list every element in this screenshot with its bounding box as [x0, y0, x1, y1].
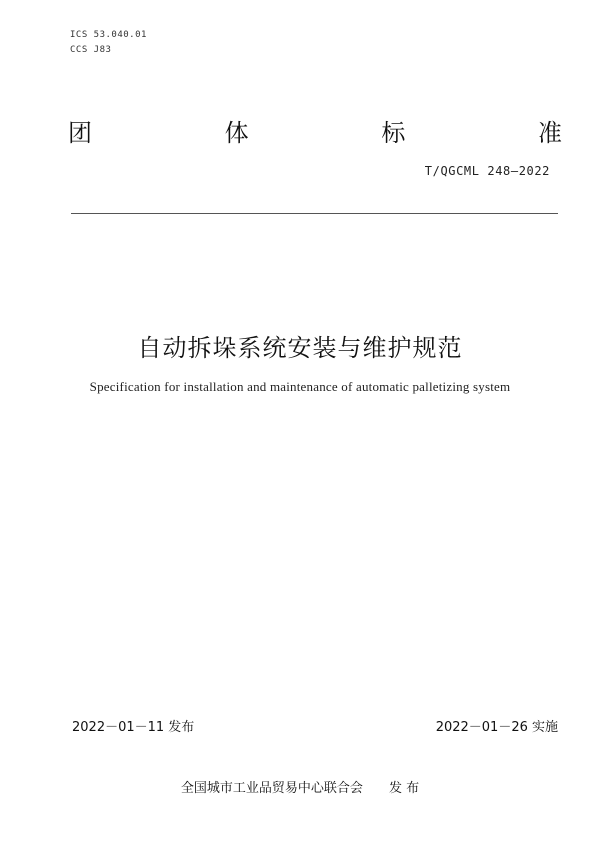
standard-type-char-3: 标	[381, 119, 406, 147]
standard-number: T/QGCML 248—2022	[424, 164, 550, 178]
classification-codes	[70, 28, 147, 58]
document-title-english: Specification for installation and maintenance of automatic palletizing system	[89, 379, 511, 394]
publisher-organization: 全国城市工业品贸易中心联合会	[180, 781, 363, 796]
header-divider	[71, 213, 558, 214]
ccs-code: CCS J83	[70, 45, 112, 55]
standard-type-heading	[68, 116, 562, 150]
implementation-date: 2022－01－26 实施	[435, 720, 558, 735]
issue-date: 2022－01－11 发布	[72, 720, 195, 735]
standard-type-char-1: 团	[68, 119, 92, 147]
document-title-chinese: 自动拆垛系统安装与维护规范	[137, 334, 463, 362]
standard-type-char-4: 准	[537, 119, 562, 147]
ics-code: ICS 53.040.01	[70, 30, 147, 40]
publisher-line	[0, 777, 600, 796]
publisher-action: 发 布	[388, 781, 420, 796]
standard-type-char-2: 体	[224, 119, 249, 147]
